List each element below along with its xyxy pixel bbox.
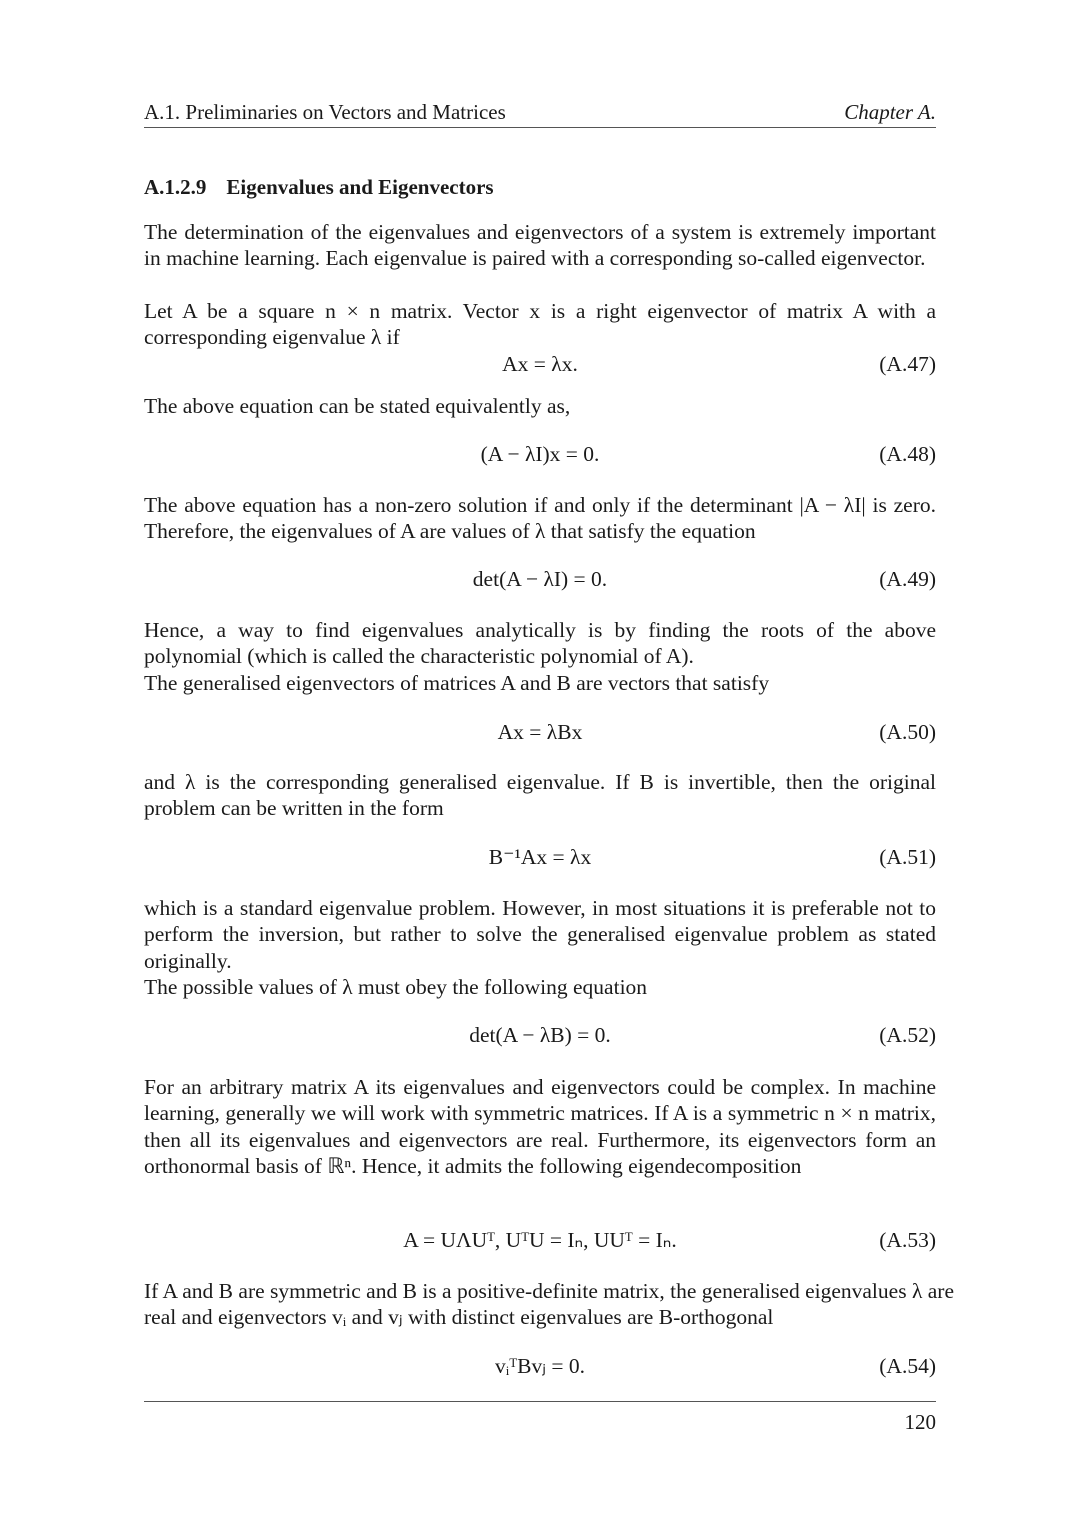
running-header-title: A.1. Preliminaries on Vectors and Matrices: [144, 100, 506, 124]
equation-a50: [144, 720, 936, 748]
page-number: 120: [904, 1410, 936, 1434]
paragraph-generalised: The generalised eigenvectors of matrices A and B are vectors that satisfy: [144, 671, 770, 695]
equation-number: (A.50): [879, 720, 936, 744]
section-title: Eigenvalues and Eigenvectors: [226, 175, 494, 199]
paragraph-possible-values: The possible values of λ must obey the following equation: [144, 975, 648, 999]
paragraph-intro: The determination of the eigenvalues and eigenvectors of a system is extremely important in machine learning. Each eigenvalue is paired with a corresponding so-called eigenvector.: [144, 220, 936, 271]
paragraph-definition: Let A be a square n × n matrix. Vector x is a right eigenvector of matrix A with a corresponding eigenvalue λ if: [144, 299, 936, 350]
equation-a53: [144, 1228, 936, 1256]
equation-expression: (A − λI)x = 0.: [480, 442, 600, 466]
equation-number: (A.48): [879, 442, 936, 466]
paragraph-characteristic: Hence, a way to find eigenvalues analytically is by finding the roots of the above polynomial (which is called the characteristic polynomial of A).: [144, 618, 936, 669]
equation-expression: det(A − λB) = 0.: [469, 1023, 611, 1047]
equation-number: (A.52): [879, 1023, 936, 1047]
footer-rule: [144, 1401, 936, 1402]
equation-number: (A.47): [879, 352, 936, 376]
paragraph-b-orthogonal: If A and B are symmetric and B is a positive-definite matrix, the generalised eigenvalues λ are real and eigenvectors vᵢ and vⱼ with distinct eigenvalues are B-orthogonal: [144, 1279, 954, 1330]
paragraph-standard: which is a standard eigenvalue problem. However, in most situations it is preferable not to perform the inversion, but rather to solve the generalised eigenvalue problem as stated originally.: [144, 896, 936, 973]
equation-a48: [144, 442, 936, 470]
equation-a52: [144, 1023, 936, 1051]
running-header-chapter: Chapter A.: [844, 100, 936, 124]
section-heading: [144, 175, 494, 200]
paragraph-equivalent: The above equation can be stated equivalently as,: [144, 394, 571, 418]
equation-expression: det(A − λI) = 0.: [472, 567, 608, 591]
header-rule: [144, 127, 936, 128]
equation-expression: vᵢᵀBvⱼ = 0.: [495, 1354, 585, 1378]
equation-number: (A.53): [879, 1228, 936, 1252]
equation-number: (A.54): [879, 1354, 936, 1378]
equation-a47: [144, 352, 936, 380]
equation-number: (A.49): [879, 567, 936, 591]
equation-a54: [144, 1354, 936, 1382]
section-number: A.1.2.9: [144, 175, 207, 199]
equation-a51: [144, 845, 936, 873]
paragraph-determinant: The above equation has a non-zero solution if and only if the determinant |A − λI| is zero. Therefore, the eigenvalues of A are values of λ that satisfy the equation: [144, 493, 936, 544]
equation-expression: A = UΛUᵀ, UᵀU = Iₙ, UUᵀ = Iₙ.: [403, 1228, 677, 1252]
paragraph-invertible: and λ is the corresponding generalised eigenvalue. If B is invertible, then the original problem can be written in the form: [144, 770, 936, 821]
equation-number: (A.51): [879, 845, 936, 869]
equation-a49: [144, 567, 936, 595]
paragraph-symmetric: For an arbitrary matrix A its eigenvalues and eigenvectors could be complex. In machine learning, generally we will work with symmetric matrices. If A is a symmetric n × n matrix, then all its eigenvalues and eigenvectors are real. Furthermore, its eigenvectors form an orthonormal basis of ℝⁿ. Hence, it admits the following eigendecomposition: [144, 1075, 936, 1178]
equation-expression: Ax = λx.: [502, 352, 578, 376]
equation-expression: Ax = λBx: [497, 720, 583, 744]
equation-expression: B⁻¹Ax = λx: [488, 845, 592, 869]
